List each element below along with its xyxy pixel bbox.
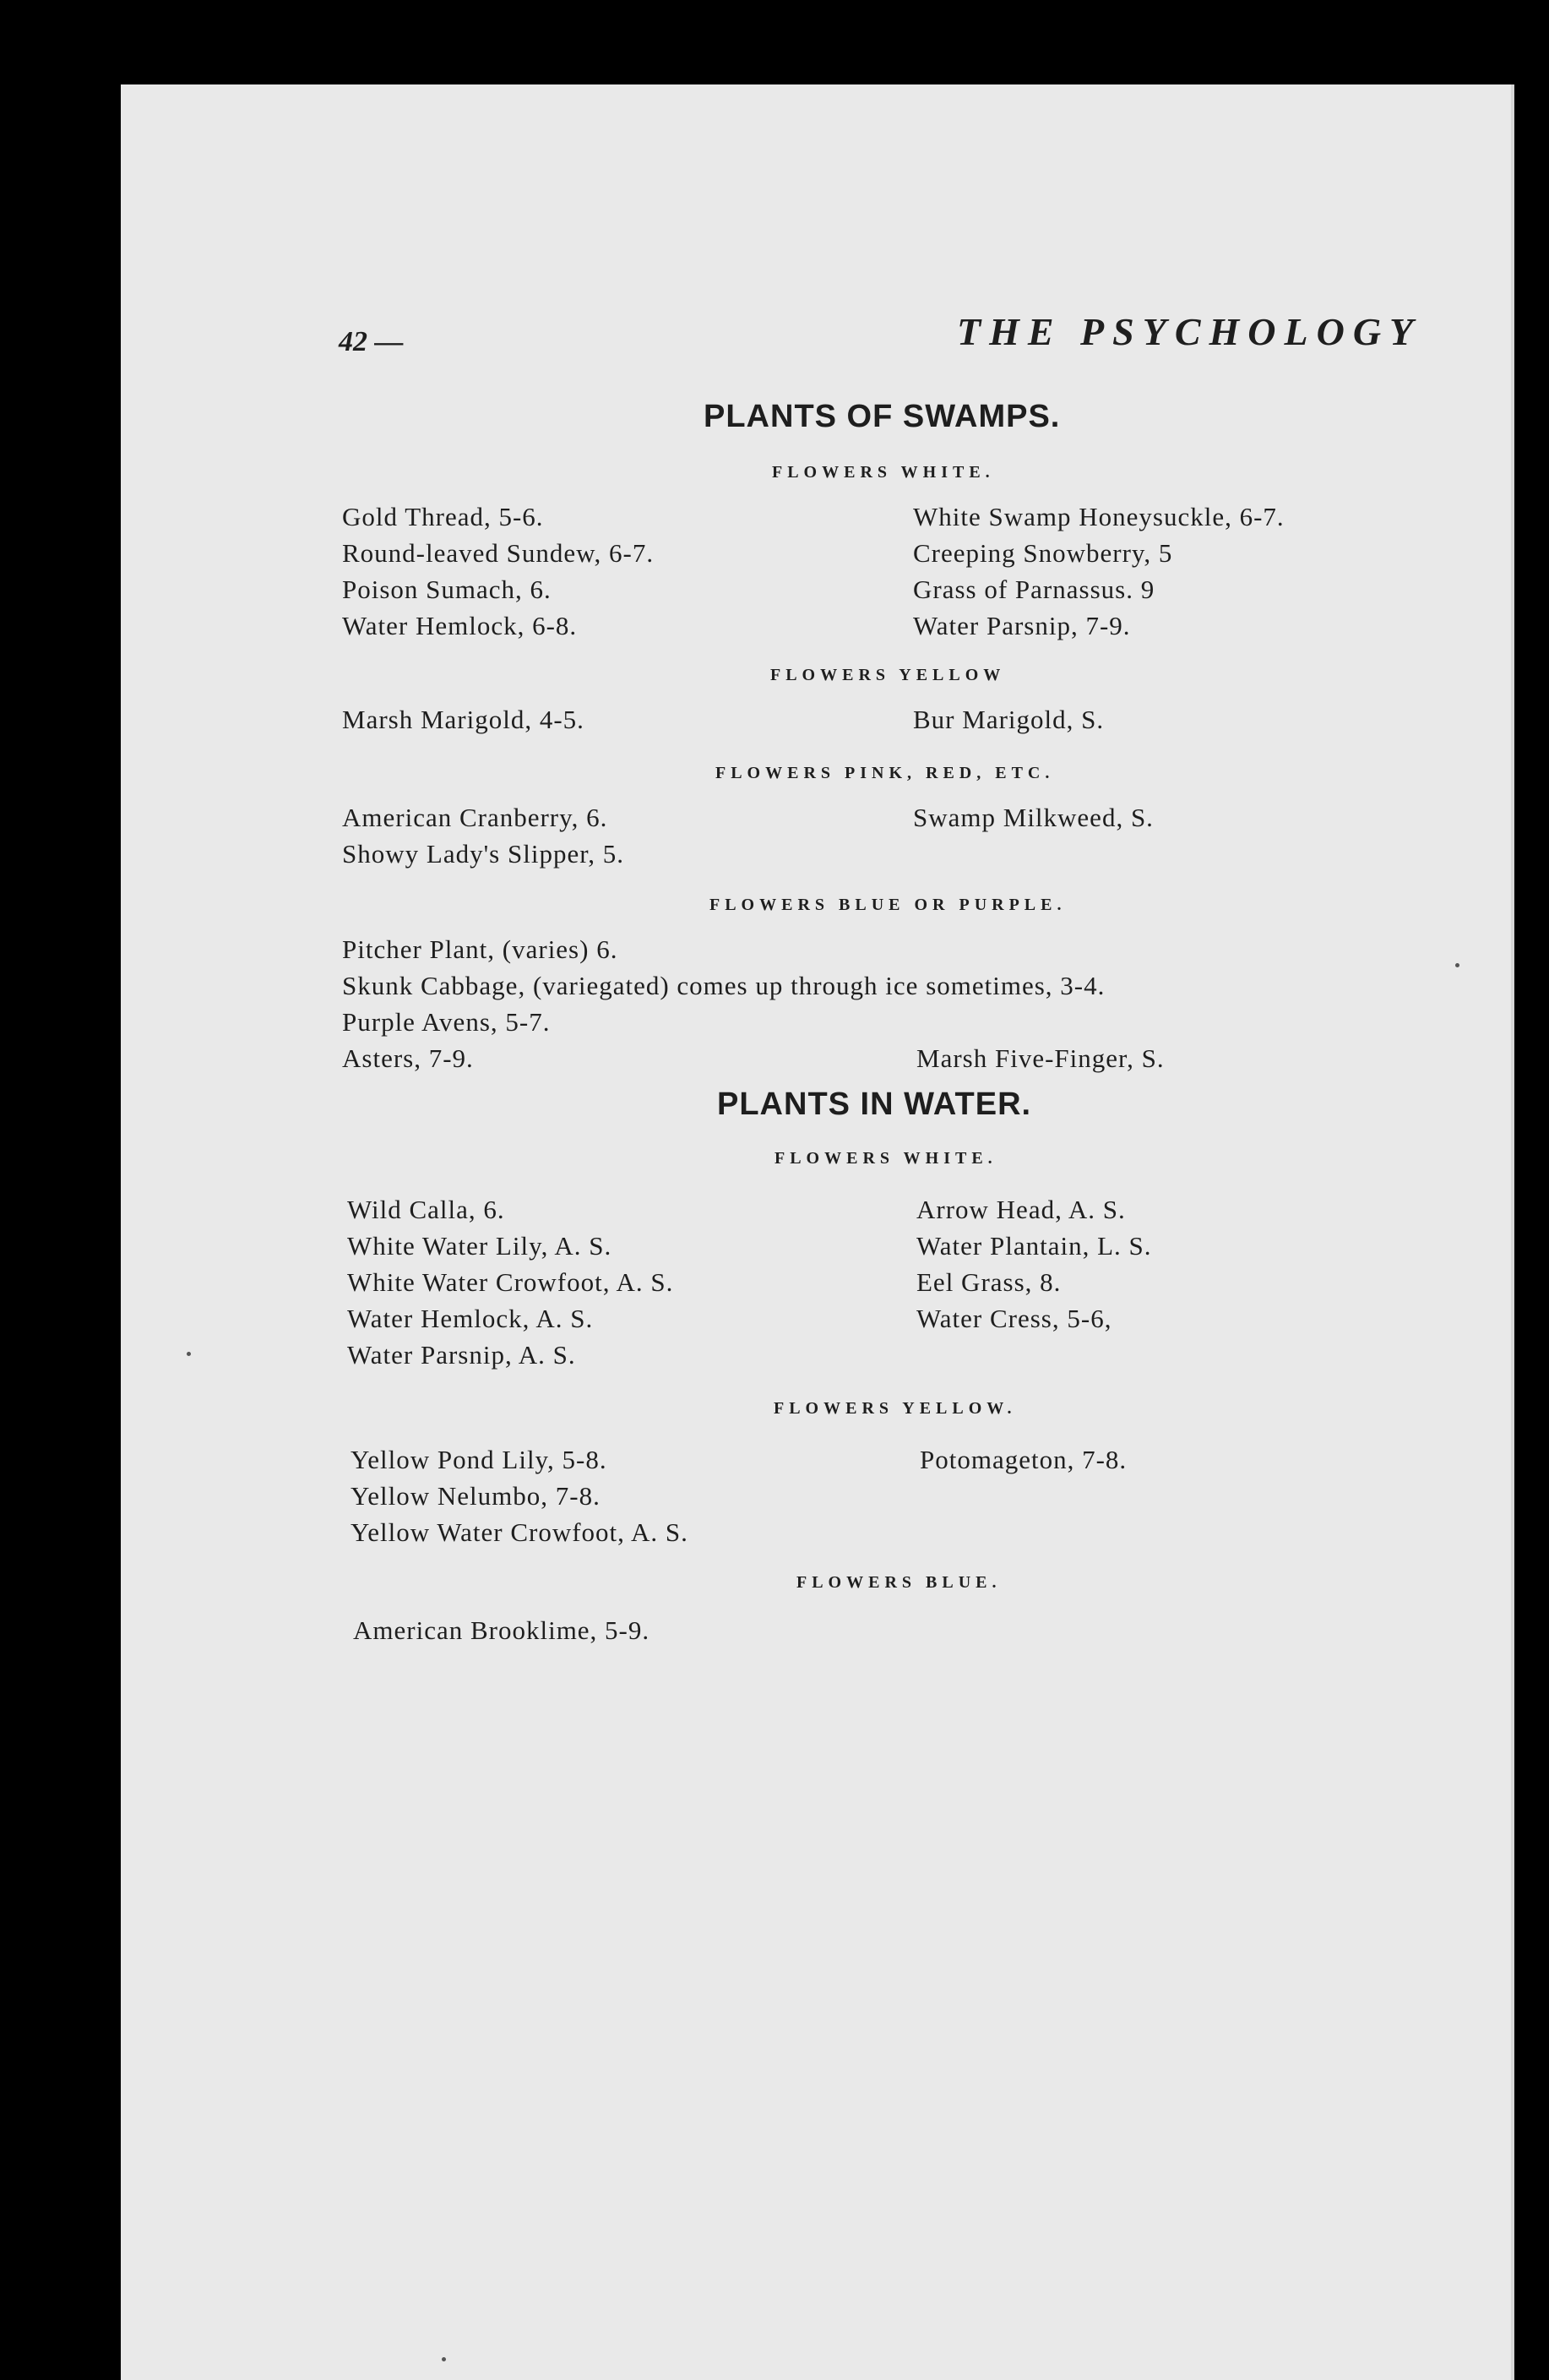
list-item: Water Hemlock, A. S. xyxy=(347,1304,594,1333)
list-item: Eel Grass, 8. xyxy=(916,1267,1062,1297)
list-item: Marsh Marigold, 4-5. xyxy=(342,705,584,734)
list-swamps-pink-right xyxy=(913,799,1154,836)
list-item: American Cranberry, 6. xyxy=(342,803,608,832)
list-item: Yellow Water Crowfoot, A. S. xyxy=(351,1517,688,1547)
list-water-yellow-left xyxy=(351,1441,688,1550)
paper-speck xyxy=(442,2357,446,2361)
list-item: Potomageton, 7-8. xyxy=(920,1445,1128,1474)
list-item: Water Parsnip, 7-9. xyxy=(913,611,1131,640)
paper-speck xyxy=(1455,963,1459,967)
paper-speck xyxy=(187,1352,191,1356)
page-number: 42 — xyxy=(339,326,404,357)
list-item: Water Hemlock, 6-8. xyxy=(342,611,578,640)
subhead-swamps-blue: FLOWERS BLUE OR PURPLE. xyxy=(709,896,1067,914)
subhead-water-blue: FLOWERS BLUE. xyxy=(796,1573,1002,1592)
list-item: Grass of Parnassus. 9 xyxy=(913,575,1155,604)
subhead-swamps-yellow: FLOWERS YELLOW xyxy=(770,666,1006,684)
section-title-water: PLANTS IN WATER. xyxy=(717,1087,1032,1122)
subhead-water-yellow: FLOWERS YELLOW. xyxy=(774,1399,1017,1418)
list-water-white-left xyxy=(347,1191,673,1373)
list-water-yellow-right xyxy=(920,1441,1127,1478)
list-swamps-white-left xyxy=(342,498,654,644)
subhead-swamps-white: FLOWERS WHITE. xyxy=(772,463,995,482)
list-item: Asters, 7-9. xyxy=(342,1043,474,1073)
list-item: Poison Sumach, 6. xyxy=(342,575,552,604)
list-item: Showy Lady's Slipper, 5. xyxy=(342,839,625,869)
list-item: Water Parsnip, A. S. xyxy=(347,1340,576,1370)
list-swamps-yellow-right xyxy=(913,701,1104,738)
list-water-blue-left xyxy=(353,1612,649,1648)
list-item: Swamp Milkweed, S. xyxy=(913,803,1154,832)
list-item: White Water Lily, A. S. xyxy=(347,1231,612,1261)
list-item: Wild Calla, 6. xyxy=(347,1195,505,1224)
list-item: Water Plantain, L. S. xyxy=(916,1231,1152,1261)
list-item: Round-leaved Sundew, 6-7. xyxy=(342,538,655,568)
list-item: Skunk Cabbage, (variegated) comes up through ice sometimes, 3-4. xyxy=(342,971,1106,1000)
list-swamps-pink-left xyxy=(342,799,624,872)
list-item: Marsh Five-Finger, S. xyxy=(916,1043,1165,1073)
subhead-swamps-pink: FLOWERS PINK, RED, ETC. xyxy=(715,764,1055,782)
list-swamps-white-right xyxy=(913,498,1285,644)
list-water-white-right xyxy=(916,1191,1152,1337)
list-item: Purple Avens, 5-7. xyxy=(342,1007,551,1037)
section-title-swamps: PLANTS OF SWAMPS. xyxy=(704,399,1061,434)
list-item: Gold Thread, 5-6. xyxy=(342,502,544,531)
list-item: Bur Marigold, S. xyxy=(913,705,1105,734)
list-item: White Swamp Honeysuckle, 6-7. xyxy=(913,502,1285,531)
list-item: Yellow Pond Lily, 5-8. xyxy=(351,1445,607,1474)
list-swamps-yellow-left xyxy=(342,701,584,738)
subhead-water-white: FLOWERS WHITE. xyxy=(774,1149,997,1168)
list-item: White Water Crowfoot, A. S. xyxy=(347,1267,674,1297)
list-item: American Brooklime, 5-9. xyxy=(353,1615,650,1645)
list-item: Pitcher Plant, (varies) 6. xyxy=(342,934,618,964)
running-title: THE PSYCHOLOGY xyxy=(957,310,1422,353)
book-page xyxy=(121,84,1514,2380)
list-item: Water Cress, 5-6, xyxy=(916,1304,1112,1333)
list-swamps-blue-right xyxy=(916,1040,1165,1076)
list-item: Yellow Nelumbo, 7-8. xyxy=(351,1481,601,1511)
list-item: Creeping Snowberry, 5 xyxy=(913,538,1173,568)
list-item: Arrow Head, A. S. xyxy=(916,1195,1126,1224)
